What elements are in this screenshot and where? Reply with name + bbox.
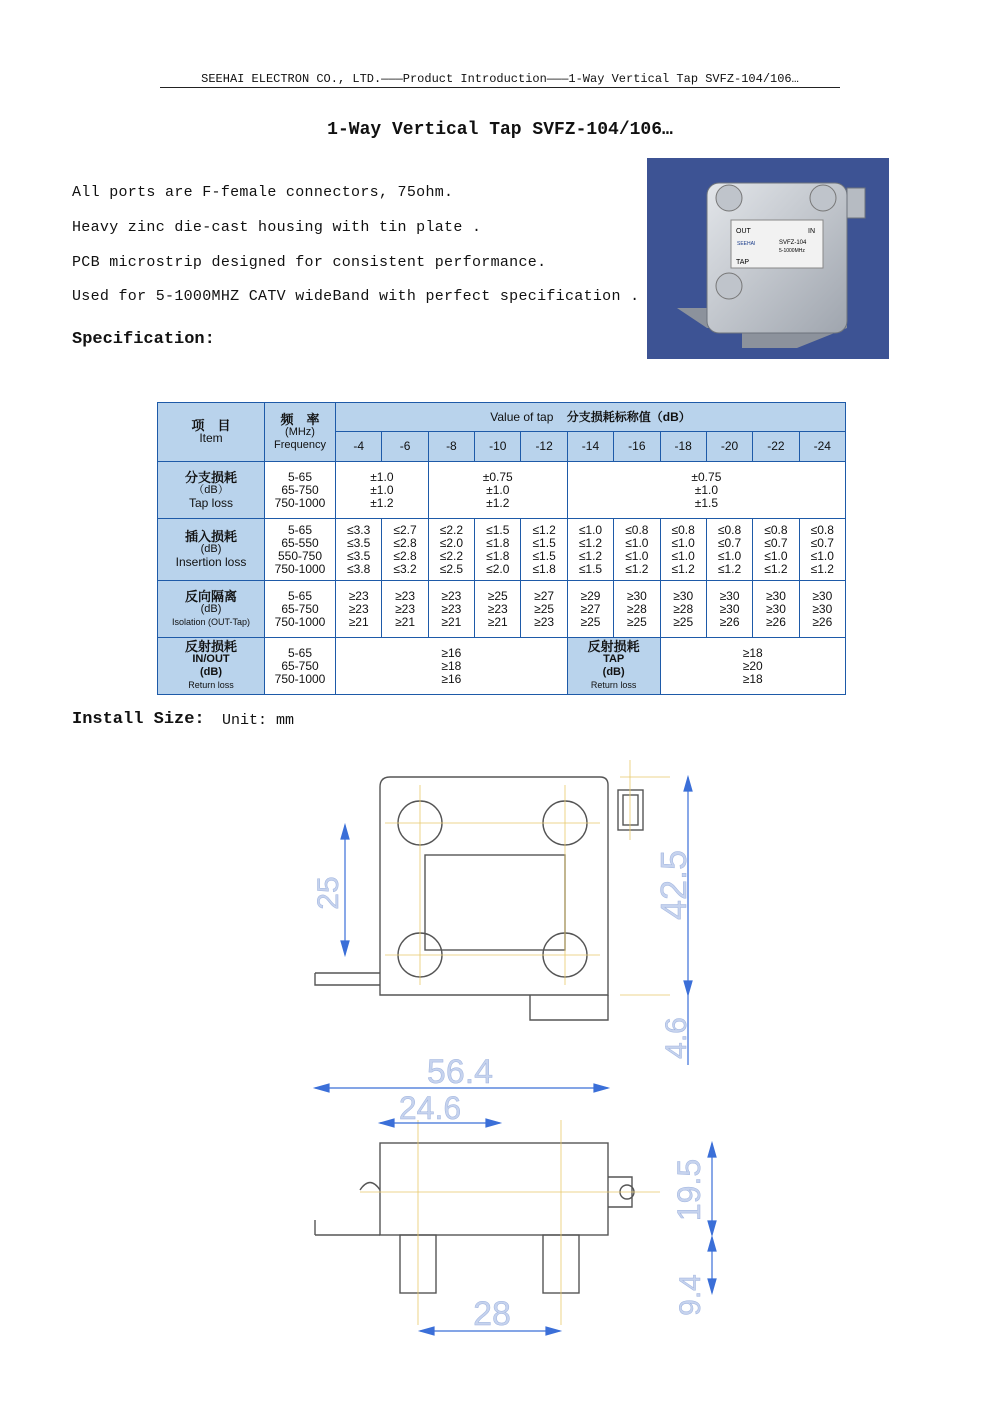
dimension-19-5: 19.5 [671, 1158, 707, 1222]
tap-value-header: -14 [567, 432, 613, 462]
insertion-loss-cell: ≤1.2 ≤1.5 ≤1.5 ≤1.8 [521, 519, 567, 581]
isolation-cell: ≥25 ≥23 ≥21 [475, 581, 521, 638]
install-size-drawing [260, 745, 745, 1375]
insertion-loss-label: 插入损耗 (dB) Insertion loss [158, 519, 265, 581]
dimension-28: 28 [473, 1295, 511, 1333]
tap-value-header: -6 [382, 432, 428, 462]
unit-label: Unit: mm [222, 712, 295, 729]
dimension-24-6: 24.6 [398, 1090, 462, 1126]
isolation-cell: ≥30 ≥30 ≥26 [706, 581, 752, 638]
insertion-loss-frequencies: 5-65 65-550 550-750 750-1000 [265, 519, 336, 581]
tap-loss-label: 分支损耗 （dB） Tap loss [158, 462, 265, 519]
specification-table [157, 402, 846, 695]
dimension-25: 25 [312, 876, 345, 910]
isolation-frequencies: 5-65 65-750 750-1000 [265, 581, 336, 638]
isolation-cell: ≥23 ≥23 ≥21 [336, 581, 382, 638]
isolation-cell: ≥30 ≥28 ≥25 [660, 581, 706, 638]
tap-loss-group-1: ±1.0 ±1.0 ±1.2 [336, 462, 429, 519]
isolation-cell: ≥30 ≥28 ≥25 [614, 581, 660, 638]
tap-value-header: -18 [660, 432, 706, 462]
side-dimension-lines [315, 1084, 716, 1335]
tap-value-header: -4 [336, 432, 382, 462]
front-view [315, 777, 643, 1020]
dimension-42-5: 42.5 [653, 849, 694, 921]
insertion-loss-cell: ≤0.8 ≤0.7 ≤1.0 ≤1.2 [799, 519, 845, 581]
isolation-cell: ≥23 ≥23 ≥21 [382, 581, 428, 638]
insertion-loss-cell: ≤1.0 ≤1.2 ≤1.2 ≤1.5 [567, 519, 613, 581]
install-size-heading: Install Size: [72, 710, 205, 729]
tap-loss-group-3: ±0.75 ±1.0 ±1.5 [567, 462, 845, 519]
feature-connectors: All ports are F-female connectors, 75ohm. [72, 184, 454, 201]
photo-freq-label: 5-1000MHz [779, 248, 805, 254]
dimension-9-4: 9.4 [674, 1274, 707, 1316]
tap-value-header: -20 [706, 432, 752, 462]
insertion-loss-cell: ≤2.2 ≤2.0 ≤2.2 ≤2.5 [428, 519, 474, 581]
photo-tap-label: TAP [736, 259, 750, 266]
insertion-loss-cell: ≤0.8 ≤1.0 ≤1.0 ≤1.2 [660, 519, 706, 581]
insertion-loss-cell: ≤3.3 ≤3.5 ≤3.5 ≤3.8 [336, 519, 382, 581]
photo-out-label: OUT [736, 228, 751, 235]
tap-loss-group-2: ±0.75 ±1.0 ±1.2 [428, 462, 567, 519]
tap-value-header: -10 [475, 432, 521, 462]
product-photo [647, 158, 889, 359]
tap-loss-frequencies: 5-65 65-750 750-1000 [265, 462, 336, 519]
photo-in-label: IN [808, 228, 815, 235]
isolation-cell: ≥27 ≥25 ≥23 [521, 581, 567, 638]
isolation-cell: ≥30 ≥30 ≥26 [799, 581, 845, 638]
insertion-loss-cell: ≤2.7 ≤2.8 ≤2.8 ≤3.2 [382, 519, 428, 581]
insertion-loss-cell: ≤0.8 ≤1.0 ≤1.0 ≤1.2 [614, 519, 660, 581]
feature-bandwidth: Used for 5-1000MHZ CATV wideBand with perfect specification . [72, 288, 640, 305]
return-loss-tap-label: 反射损耗 TAP (dB) Return loss [567, 638, 660, 695]
dimension-4-6: 4.6 [660, 1017, 693, 1059]
page-title: 1-Way Vertical Tap SVFZ-104/106… [327, 120, 673, 140]
return-loss-frequencies: 5-65 65-750 750-1000 [265, 638, 336, 695]
insertion-loss-cell: ≤0.8 ≤0.7 ≤1.0 ≤1.2 [706, 519, 752, 581]
tap-value-header: -12 [521, 432, 567, 462]
page-header: SEEHAI ELECTRON CO., LTD.———Product Introduction———1-Way Vertical Tap SVFZ-104/106… [160, 72, 840, 88]
isolation-cell: ≥30 ≥30 ≥26 [753, 581, 799, 638]
return-loss-inout-values: ≥16 ≥18 ≥16 [336, 638, 568, 695]
front-dimension-lines [341, 777, 692, 1065]
tap-value-header: -16 [614, 432, 660, 462]
dimension-56-4: 56.4 [426, 1053, 494, 1091]
tap-value-header: -24 [799, 432, 845, 462]
insertion-loss-cell: ≤1.5 ≤1.8 ≤1.8 ≤2.0 [475, 519, 521, 581]
value-of-tap-header: Value of tap 分支损耗标称值（dB） [336, 403, 846, 432]
return-loss-inout-label: 反射损耗 IN/OUT (dB) Return loss [158, 638, 265, 695]
tap-value-header: -22 [753, 432, 799, 462]
photo-brand-label: SEEHAI [737, 241, 756, 247]
tap-value-header: -8 [428, 432, 474, 462]
feature-pcb: PCB microstrip designed for consistent performance. [72, 254, 547, 271]
isolation-label: 反向隔离 (dB) Isolation (OUT-Tap) [158, 581, 265, 638]
isolation-cell: ≥23 ≥23 ≥21 [428, 581, 474, 638]
specification-heading: Specification: [72, 330, 215, 349]
item-header: 项 目 Item [158, 403, 265, 462]
insertion-loss-cell: ≤0.8 ≤0.7 ≤1.0 ≤1.2 [753, 519, 799, 581]
photo-model-label: SVFZ-104 [779, 240, 807, 246]
feature-housing: Heavy zinc die-cast housing with tin plate . [72, 219, 482, 236]
side-view [315, 1143, 634, 1293]
isolation-cell: ≥29 ≥27 ≥25 [567, 581, 613, 638]
frequency-header: 频 率 (MHz) Frequency [265, 403, 336, 462]
return-loss-tap-values: ≥18 ≥20 ≥18 [660, 638, 845, 695]
